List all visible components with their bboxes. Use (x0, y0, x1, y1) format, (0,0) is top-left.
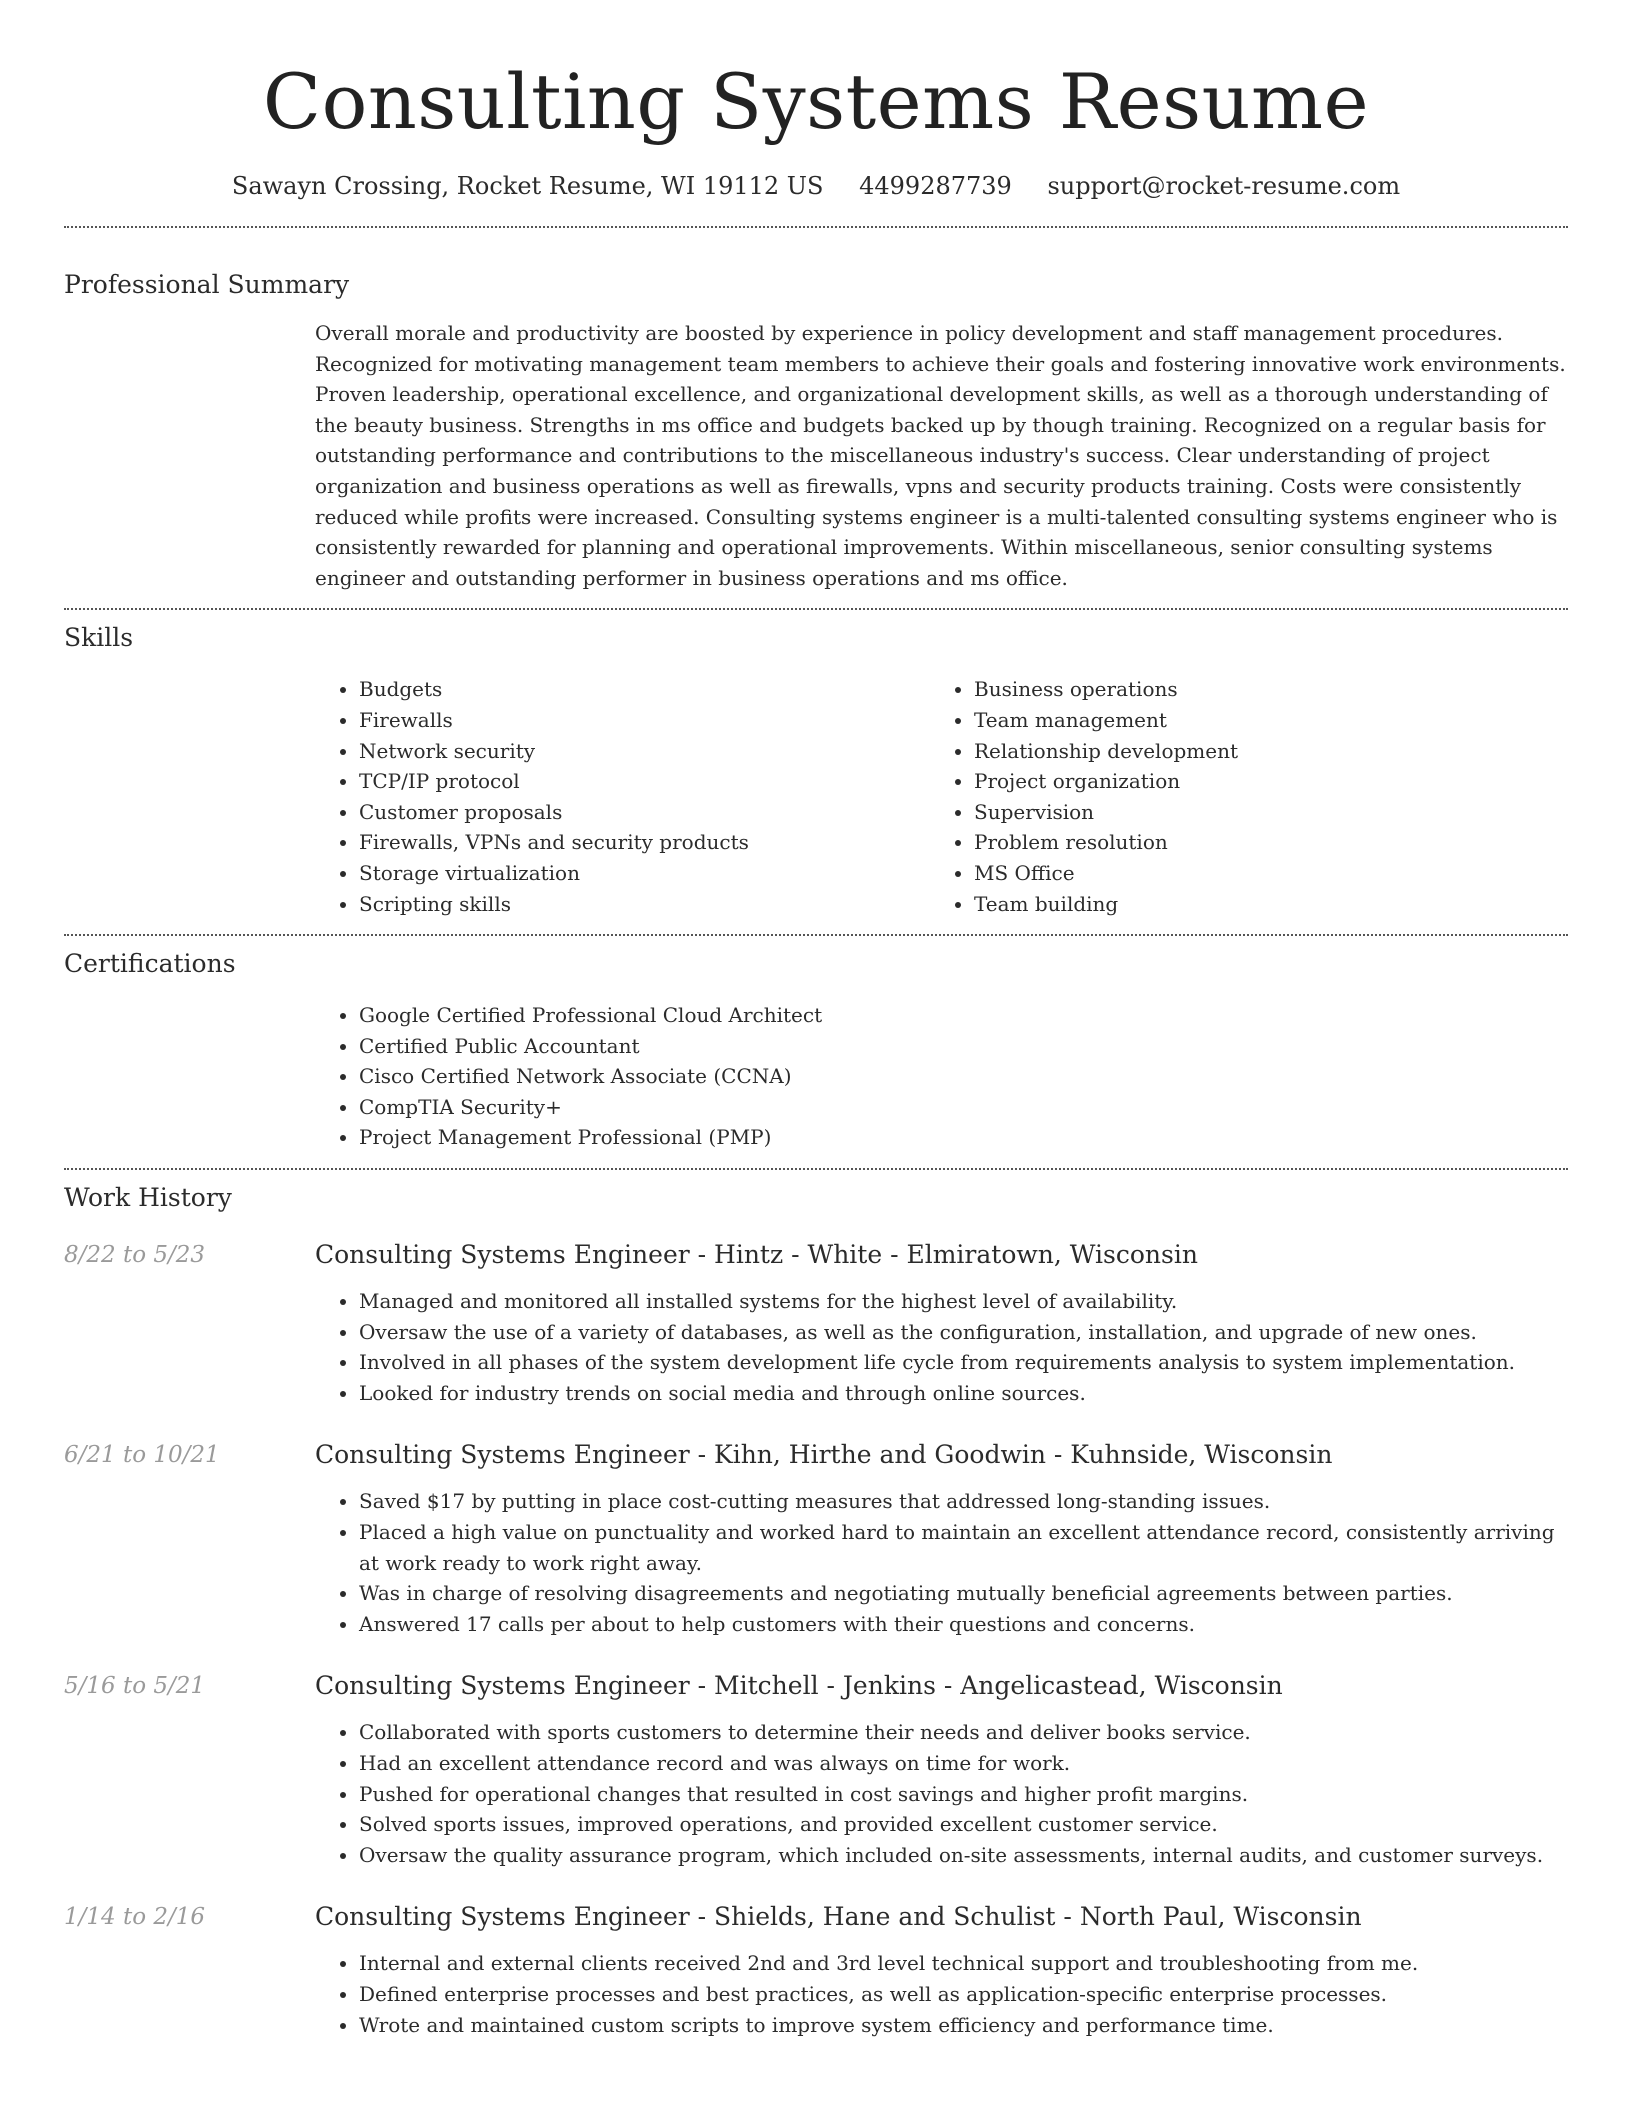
section-divider (64, 1168, 1568, 1170)
job-title: Consulting Systems Engineer - Kihn, Hirthe and Goodwin - Kuhnside, Wisconsin (315, 1440, 1333, 1470)
certifications-list (315, 1000, 1568, 1153)
summary-title: Professional Summary (64, 270, 350, 299)
job-bullet: • Had an excellent attendance record and was always on time for work. (359, 1748, 1568, 1779)
job-title: Consulting Systems Engineer - Mitchell - Jenkins - Angelicastead, Wisconsin (315, 1671, 1283, 1701)
job-entry (64, 1438, 1568, 1639)
skills-list-left (315, 674, 930, 919)
resume-name: Consulting Systems Resume (262, 57, 1370, 146)
skill-item: • Team building (974, 889, 1545, 920)
summary-text: Overall morale and productivity are boosted by experience in policy development and staff management procedures. Recognized for motivating management team members to achieve their goals and fostering innovative work environments. Proven leadership, operational excellence, and organizational development skills, as well as a thorough understanding of the beauty business. Strengths in ms office and budgets backed up by though training. Recognized on a regular basis for outstanding performance and contributions to the miscellaneous industry's success. Clear understanding of project organization and business operations as well as firewalls, vpns and security products training. Costs were consistently reduced while profits were increased. Consulting systems engineer is a multi-talented consulting systems engineer who is consistently rewarded for planning and operational improvements. Within miscellaneous, senior consulting systems engineer and outstanding performer in business operations and ms office. (315, 321, 1566, 590)
skill-item: • Budgets (359, 674, 930, 705)
skills-column-left (315, 674, 930, 919)
skill-item: • Problem resolution (974, 827, 1545, 858)
job-bullets (315, 1948, 1568, 2040)
job-details (315, 1438, 1568, 1639)
job-bullet: • Answered 17 calls per about to help customers with their questions and concerns. (359, 1609, 1568, 1640)
job-bullet: • Involved in all phases of the system development life cycle from requirements analysis to system implementation. (359, 1347, 1568, 1378)
skill-item: • Storage virtualization (359, 858, 930, 889)
certification-item: • Google Certified Professional Cloud Architect (359, 1000, 1568, 1031)
section-divider (64, 226, 1568, 228)
contact-line (64, 170, 1568, 202)
skill-item: • Project organization (974, 766, 1545, 797)
job-entry (64, 1238, 1568, 1408)
certifications-section (64, 947, 1568, 1153)
job-entry (64, 1669, 1568, 1870)
contact-email[interactable]: support@rocket-resume.com (1047, 172, 1401, 200)
job-bullet: • Defined enterprise processes and best practices, as well as application-specific enterprise processes. (359, 1979, 1568, 2010)
job-bullets (315, 1717, 1568, 1870)
skills-section (64, 621, 1568, 919)
contact-phone: 4499287739 (859, 172, 1012, 200)
job-bullet: • Oversaw the quality assurance program, which included on-site assessments, internal audits, and customer surveys. (359, 1840, 1568, 1871)
job-bullet: • Was in charge of resolving disagreements and negotiating mutually beneficial agreements between parties. (359, 1578, 1568, 1609)
contact-address: Sawayn Crossing, Rocket Resume, WI 19112 US (231, 172, 824, 200)
skill-item: • Customer proposals (359, 797, 930, 828)
job-bullet: • Looked for industry trends on social media and through online sources. (359, 1378, 1568, 1409)
job-bullet: • Internal and external clients received 2nd and 3rd level technical support and troubleshooting from me. (359, 1948, 1568, 1979)
work-history-title: Work History (64, 1183, 232, 1213)
job-bullet: • Collaborated with sports customers to determine their needs and deliver books service. (359, 1717, 1568, 1748)
job-title: Consulting Systems Engineer - Shields, Hane and Schulist - North Paul, Wisconsin (315, 1902, 1362, 1932)
job-bullet: • Saved $17 by putting in place cost-cutting measures that addressed long-standing issues. (359, 1486, 1568, 1517)
job-details (315, 1900, 1568, 2040)
work-history-section (64, 1181, 1568, 2040)
job-entry (64, 1900, 1568, 2040)
certifications-title: Certifications (64, 949, 236, 979)
job-dates: 5/16 to 5/21 (64, 1673, 206, 1700)
skill-item: • Team management (974, 705, 1545, 736)
job-bullet: • Placed a high value on punctuality and worked hard to maintain an excellent attendance record, consistently arriving at work ready to work right away. (359, 1517, 1568, 1578)
certification-item: • CompTIA Security+ (359, 1092, 1568, 1123)
section-divider (64, 934, 1568, 936)
skill-item: • MS Office (974, 858, 1545, 889)
job-bullet: • Solved sports issues, improved operations, and provided excellent customer service. (359, 1809, 1568, 1840)
skills-title: Skills (64, 623, 134, 653)
job-bullet: • Pushed for operational changes that resulted in cost savings and higher profit margins. (359, 1779, 1568, 1810)
job-details (315, 1669, 1568, 1870)
job-dates: 1/14 to 2/16 (64, 1904, 206, 1931)
skills-grid (315, 674, 1568, 919)
skill-item: • Supervision (974, 797, 1545, 828)
skills-list-right (930, 674, 1545, 919)
summary-section (64, 268, 1568, 593)
skill-item: • Firewalls, VPNs and security products (359, 827, 930, 858)
section-divider (64, 608, 1568, 610)
job-bullets (315, 1286, 1568, 1408)
skill-item: • Business operations (974, 674, 1545, 705)
job-bullet: • Managed and monitored all installed systems for the highest level of availability. (359, 1286, 1568, 1317)
certification-item: • Certified Public Accountant (359, 1031, 1568, 1062)
skills-column-right (930, 674, 1545, 919)
skill-item: • Network security (359, 736, 930, 767)
skill-item: • Relationship development (974, 736, 1545, 767)
job-title: Consulting Systems Engineer - Hintz - White - Elmiratown, Wisconsin (315, 1240, 1198, 1270)
skill-item: • Firewalls (359, 705, 930, 736)
job-bullets (315, 1486, 1568, 1639)
resume-page (64, 0, 1568, 2040)
certification-item: • Project Management Professional (PMP) (359, 1122, 1568, 1153)
certifications-body (315, 1000, 1568, 1153)
job-dates: 6/21 to 10/21 (64, 1442, 220, 1469)
skill-item: • Scripting skills (359, 889, 930, 920)
skill-item: • TCP/IP protocol (359, 766, 930, 797)
certification-item: • Cisco Certified Network Associate (CCNA) (359, 1061, 1568, 1092)
job-bullet: • Oversaw the use of a variety of databases, as well as the configuration, installation, and upgrade of new ones. (359, 1317, 1568, 1348)
job-details (315, 1238, 1568, 1408)
job-bullet: • Wrote and maintained custom scripts to improve system efficiency and performance time. (359, 2010, 1568, 2041)
job-dates: 8/22 to 5/23 (64, 1242, 206, 1269)
